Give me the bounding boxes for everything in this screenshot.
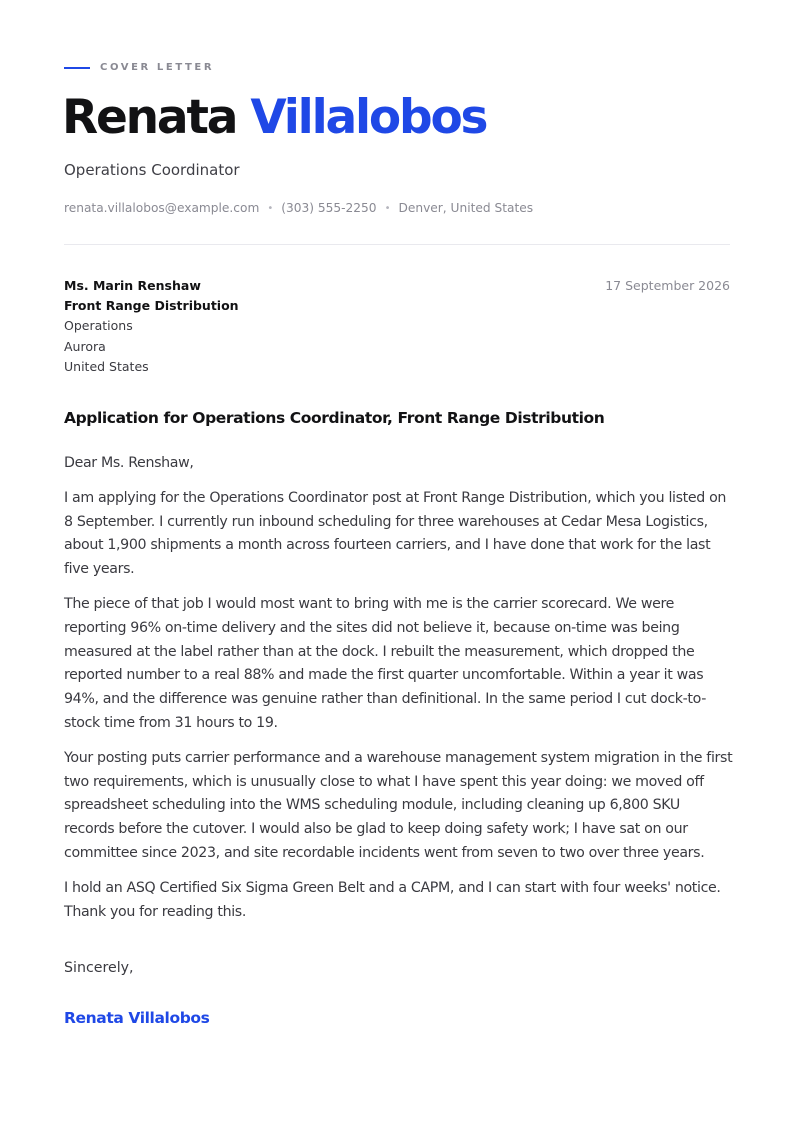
closing: Sincerely,: [64, 960, 134, 976]
body-paragraph: I hold an ASQ Certified Six Sigma Green Belt and a CAPM, and I can start with four weeks' notice. Thank you for reading this.: [64, 879, 721, 920]
recipient-city: Aurora: [64, 338, 106, 354]
applicant-role: Operations Coordinator: [64, 161, 240, 179]
recipient-block: [64, 276, 239, 377]
separator-dot: •: [267, 202, 274, 214]
eyebrow: [64, 62, 214, 73]
contact-phone: (303) 555-2250: [281, 201, 377, 215]
applicant-last-name: Villalobos: [250, 90, 487, 145]
applicant-first-name: Renata: [62, 90, 237, 145]
separator-dot: •: [384, 202, 391, 214]
letter-date: 17 September 2026: [605, 278, 730, 293]
recipient-company: Front Range Distribution: [64, 298, 239, 314]
header-divider: [64, 244, 730, 245]
recipient-department: Operations: [64, 318, 133, 334]
contact-line: [64, 201, 533, 215]
eyebrow-accent-rule: [64, 67, 90, 69]
body-paragraph: I am applying for the Operations Coordinator post at Front Range Distribution, which you listed on 8 September. I currently run inbound scheduling for three warehouses at Cedar Mesa Logistics, about 1,900 shipments a month across fourteen carriers, and I have done that work for the last five years.: [64, 489, 727, 578]
letter-body: [64, 452, 734, 935]
letter-subject: Application for Operations Coordinator, Front Range Distribution: [64, 409, 605, 427]
eyebrow-label: COVER LETTER: [100, 62, 215, 73]
recipient-country: United States: [64, 358, 149, 374]
contact-location: Denver, United States: [398, 201, 534, 215]
signature: Renata Villalobos: [64, 1009, 210, 1027]
body-paragraph: The piece of that job I would most want to bring with me is the carrier scorecard. We were reporting 96% on-time delivery and the sites did not believe it, because on-time was being measured at the label rather than at the dock. I rebuilt the measurement, which dropped the reported number to a real 88% and made the first quarter uncomfortable. Within a year it was 94%, and the difference was genuine rather than definitional. In the same period I cut dock-to-stock time from 31 hours to 19.: [64, 595, 707, 731]
applicant-name: [62, 88, 486, 148]
contact-email: renata.villalobos@example.com: [64, 201, 260, 215]
salutation: Dear Ms. Renshaw,: [64, 455, 194, 471]
recipient-name: Ms. Marin Renshaw: [64, 278, 201, 293]
body-paragraph: Your posting puts carrier performance and a warehouse management system migration in the first two requirements, which is unusually close to what I have spent this year doing: we moved off spreadsheet scheduling into the WMS scheduling module, including cleaning up 6,800 SKU records before the cutover. I would also be glad to keep doing safety work; I have sat on our committee since 2023, and site recordable incidents went from seven to two over three years.: [64, 749, 733, 861]
